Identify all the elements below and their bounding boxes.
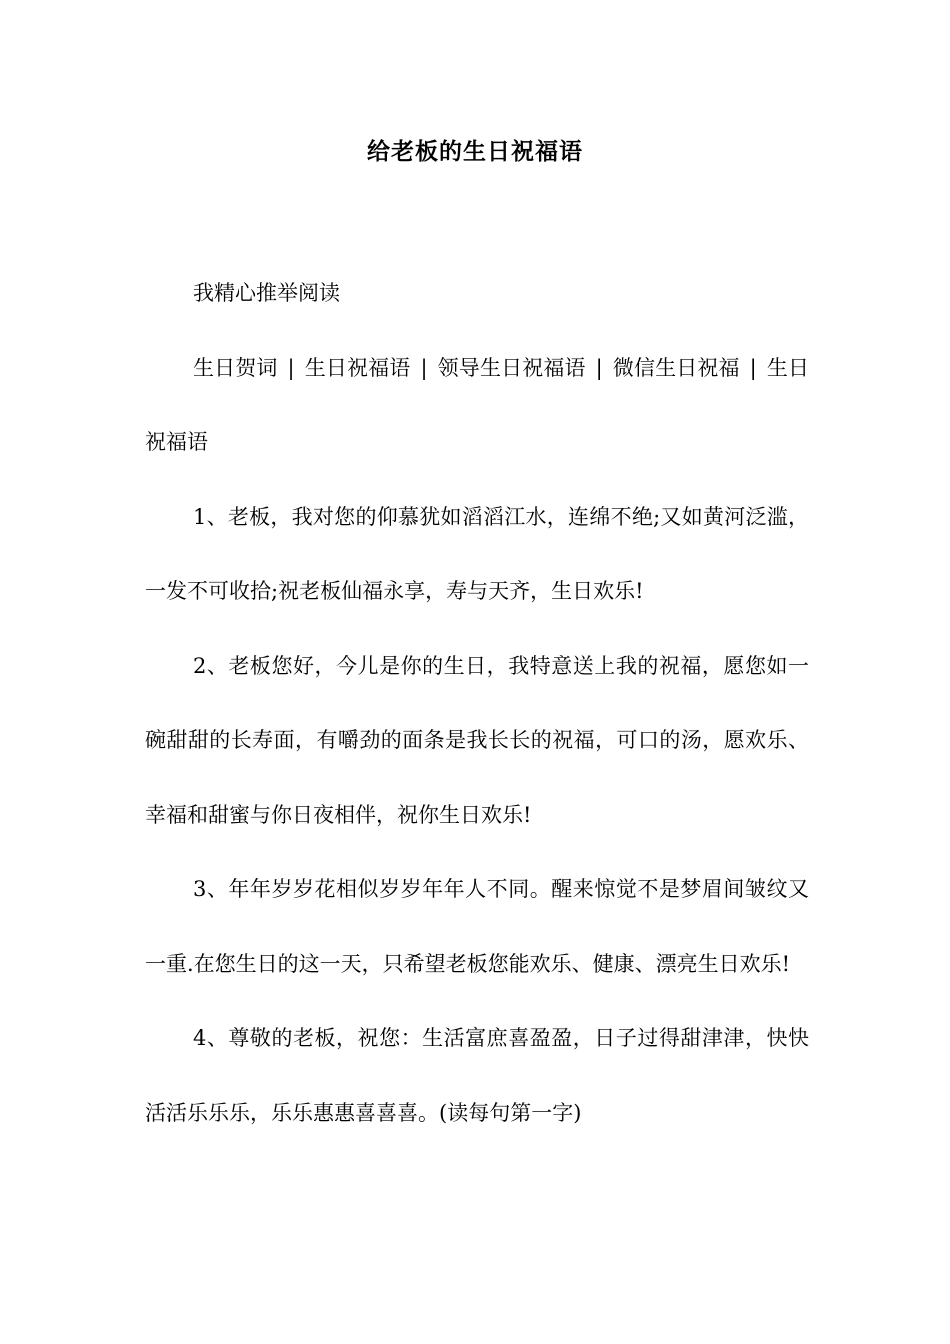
link-separator: | [749,355,757,380]
link-separator: | [287,355,295,380]
document-body [145,256,809,1150]
related-link-leader-birthday-wishes[interactable]: 领导生日祝福语 [437,355,586,380]
link-separator: | [420,355,428,380]
related-link-birthday-greetings[interactable]: 生日贺词 [193,355,278,380]
related-link-birthday-wishes[interactable]: 生日祝福语 [304,355,411,380]
related-links [145,331,809,480]
paragraph-1: 1、老板，我对您的仰慕犹如滔滔江水，连绵不绝;又如黄河泛滥，一发不可收拾;祝老板仙福永享，寿与天齐，生日欢乐! [145,504,809,603]
related-link-wechat-birthday-wishes[interactable]: 微信生日祝福 [612,355,740,380]
paragraph-4: 4、尊敬的老板，祝您：生活富庶喜盈盈，日子过得甜津津，快快活活乐乐乐，乐乐惠惠喜喜喜。(读每句第一字) [145,1026,809,1125]
document-title: 给老板的生日祝福语 [367,138,583,165]
intro-text: 我精心推举阅读 [193,281,340,305]
paragraph-3: 3、年年岁岁花相似岁岁年年人不同。醒来惊觉不是梦眉间皱纹又一重.在您生日的这一天，只希望老板您能欢乐、健康、漂亮生日欢乐! [145,877,809,976]
paragraph-2: 2、老板您好，今儿是你的生日，我特意送上我的祝福，愿您如一碗甜甜的长寿面，有嚼劲的面条是我长长的祝福，可口的汤，愿欢乐、幸福和甜蜜与你日夜相伴，祝你生日欢乐! [145,653,809,827]
related-link-birthday-wishes-2[interactable]: 生日祝福语 [145,355,810,454]
link-separator: | [595,355,603,380]
